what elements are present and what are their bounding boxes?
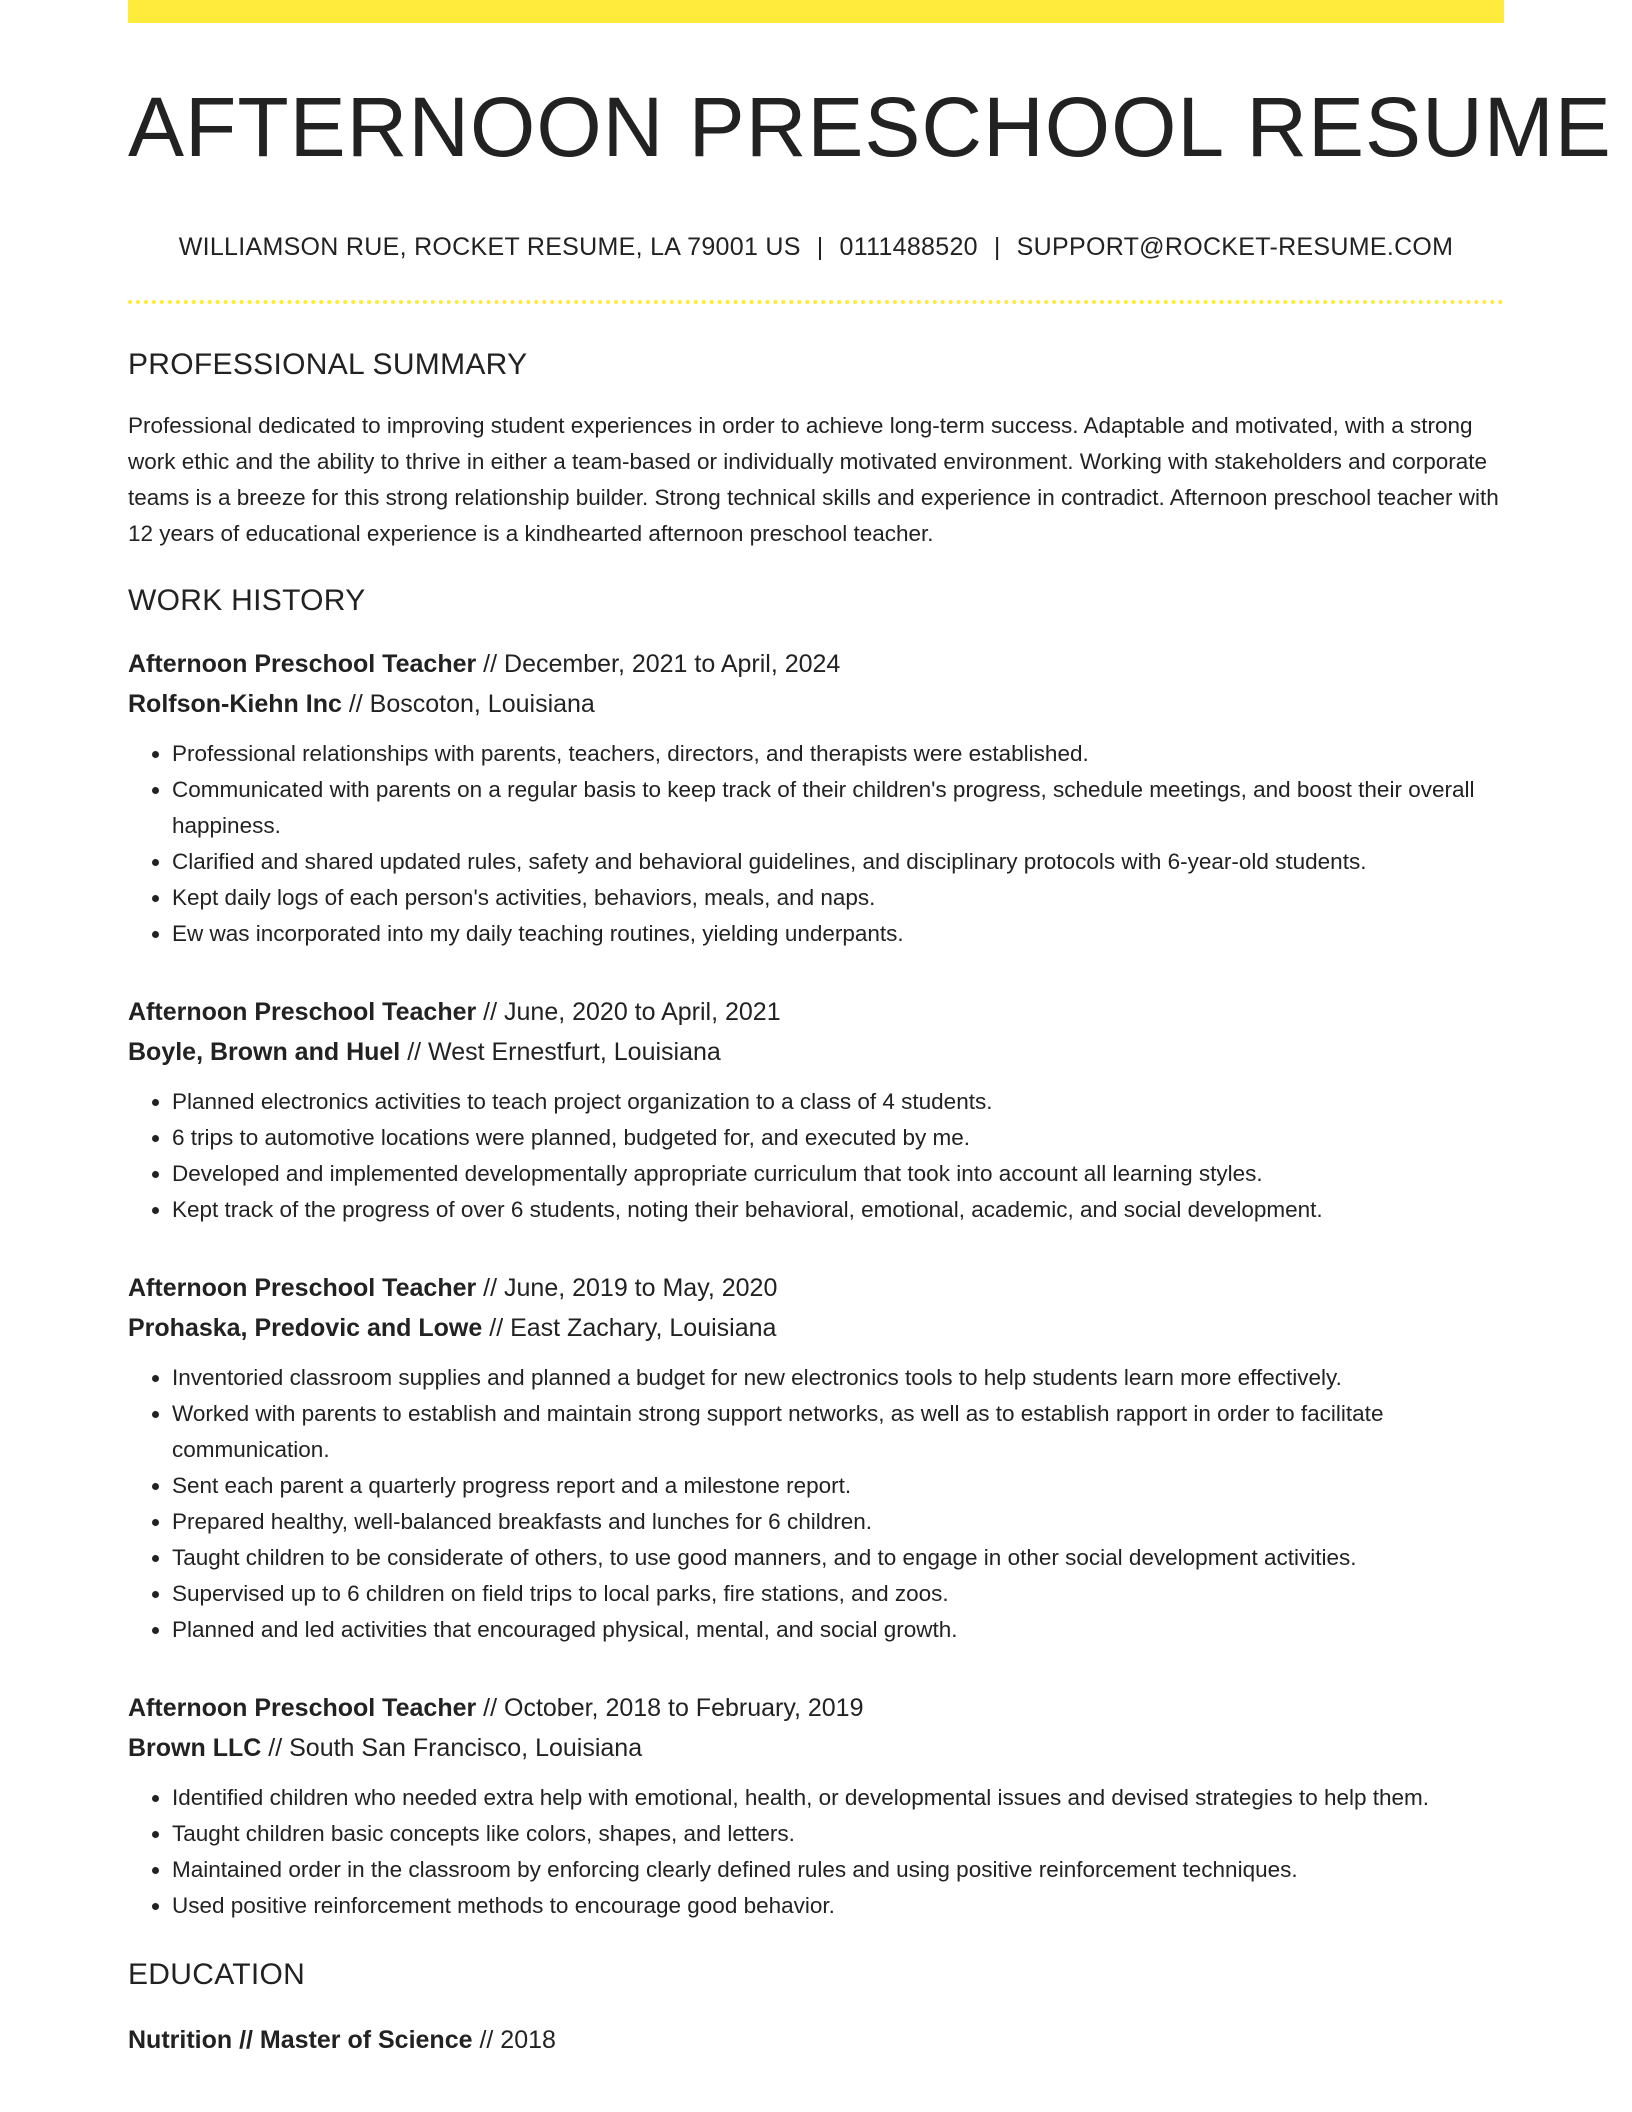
- contact-separator: |: [993, 233, 1001, 261]
- job-title-line: [128, 1688, 1504, 1728]
- job-company-line: [128, 1728, 1504, 1768]
- job-bullet: • Used positive reinforcement methods to encourage good behavior.: [172, 1888, 1504, 1924]
- education-year: // 2018: [479, 2026, 556, 2054]
- job-company: Prohaska, Predovic and Lowe: [128, 1314, 483, 1342]
- job-bullet: • Planned electronics activities to teach project organization to a class of 4 students.: [172, 1084, 1504, 1120]
- job-bullet: • Communicated with parents on a regular basis to keep track of their children's progress, schedule meetings, and boost their overall happiness.: [172, 772, 1504, 844]
- contact-email: SUPPORT@ROCKET-RESUME.COM: [1016, 233, 1454, 261]
- job-bullet: • Kept track of the progress of over 6 students, noting their behavioral, emotional, academic, and social development.: [172, 1192, 1504, 1228]
- job-bullet: • Taught children to be considerate of others, to use good manners, and to engage in other social development activities.: [172, 1540, 1504, 1576]
- job-location: // Boscoton, Louisiana: [348, 690, 595, 718]
- job-bullet: • Inventoried classroom supplies and planned a budget for new electronics tools to help students learn more effectively.: [172, 1360, 1504, 1396]
- job-company-line: [128, 1308, 1504, 1348]
- job-bullet: • Sent each parent a quarterly progress report and a milestone report.: [172, 1468, 1504, 1504]
- work-history-heading: WORK HISTORY: [128, 584, 366, 617]
- job-location: // East Zachary, Louisiana: [489, 1314, 777, 1342]
- contact-phone: 0111488520: [839, 233, 978, 261]
- job-title-line: [128, 992, 1504, 1032]
- top-accent-bar: [128, 0, 1504, 23]
- job-company-line: [128, 684, 1504, 724]
- contact-separator: |: [816, 233, 824, 261]
- job-bullet: • Developed and implemented developmentally appropriate curriculum that took into account all learning styles.: [172, 1156, 1504, 1192]
- education-entry: [128, 2020, 1504, 2060]
- job-bullet: • Supervised up to 6 children on field trips to local parks, fire stations, and zoos.: [172, 1576, 1504, 1612]
- education-heading: EDUCATION: [128, 1958, 306, 1991]
- education-degree: Nutrition // Master of Science: [128, 2026, 473, 2054]
- job-dates: // June, 2020 to April, 2021: [483, 998, 781, 1026]
- header-divider: [128, 300, 1504, 304]
- job-entry: [128, 1268, 1504, 1648]
- job-location: // South San Francisco, Louisiana: [268, 1734, 643, 1762]
- job-bullets: [128, 1360, 1504, 1648]
- job-dates: // June, 2019 to May, 2020: [483, 1274, 778, 1302]
- job-bullet: • Identified children who needed extra help with emotional, health, or developmental issues and devised strategies to help them.: [172, 1780, 1504, 1816]
- job-bullets: [128, 736, 1504, 952]
- job-bullet: • Taught children basic concepts like colors, shapes, and letters.: [172, 1816, 1504, 1852]
- job-bullets: [128, 1084, 1504, 1228]
- job-entry: [128, 644, 1504, 952]
- job-bullet: • Professional relationships with parents, teachers, directors, and therapists were established.: [172, 736, 1504, 772]
- summary-text: Professional dedicated to improving student experiences in order to achieve long-term success. Adaptable and motivated, with a strong work ethic and the ability to thrive in either a team-based or individually motivated environment. Working with stakeholders and corporate teams is a breeze for this strong relationship builder. Strong technical skills and experience in contradict. Afternoon preschool teacher with 12 years of educational experience is a kindhearted afternoon preschool teacher.: [128, 413, 1499, 546]
- job-title-line: [128, 644, 1504, 684]
- job-company-line: [128, 1032, 1504, 1072]
- resume-title: AFTERNOON PRESCHOOL RESUME: [128, 80, 1612, 174]
- job-dates: // December, 2021 to April, 2024: [483, 650, 841, 678]
- job-bullet: • Ew was incorporated into my daily teaching routines, yielding underpants.: [172, 916, 1504, 952]
- contact-line: [128, 233, 1504, 262]
- job-bullet: • Kept daily logs of each person's activities, behaviors, meals, and naps.: [172, 880, 1504, 916]
- job-company: Rolfson-Kiehn Inc: [128, 690, 342, 718]
- job-company: Boyle, Brown and Huel: [128, 1038, 401, 1066]
- job-title: Afternoon Preschool Teacher: [128, 1274, 477, 1302]
- job-company: Brown LLC: [128, 1734, 262, 1762]
- job-bullet: • Clarified and shared updated rules, safety and behavioral guidelines, and disciplinary protocols with 6-year-old students.: [172, 844, 1504, 880]
- job-entry: [128, 1688, 1504, 1924]
- resume-page: [128, 0, 1612, 2060]
- job-title: Afternoon Preschool Teacher: [128, 650, 477, 678]
- job-bullet: • Maintained order in the classroom by enforcing clearly defined rules and using positive reinforcement techniques.: [172, 1852, 1504, 1888]
- contact-address: WILLIAMSON RUE, ROCKET RESUME, LA 79001 US: [178, 233, 801, 261]
- job-bullets: [128, 1780, 1504, 1924]
- job-entry: [128, 992, 1504, 1228]
- job-bullet: • Worked with parents to establish and maintain strong support networks, as well as to establish rapport in order to facilitate communication.: [172, 1396, 1504, 1468]
- job-bullet: • 6 trips to automotive locations were planned, budgeted for, and executed by me.: [172, 1120, 1504, 1156]
- job-title-line: [128, 1268, 1504, 1308]
- summary-heading: PROFESSIONAL SUMMARY: [128, 348, 528, 381]
- job-title: Afternoon Preschool Teacher: [128, 998, 477, 1026]
- job-dates: // October, 2018 to February, 2019: [483, 1694, 864, 1722]
- job-bullet: • Planned and led activities that encouraged physical, mental, and social growth.: [172, 1612, 1504, 1648]
- job-bullet: • Prepared healthy, well-balanced breakfasts and lunches for 6 children.: [172, 1504, 1504, 1540]
- job-title: Afternoon Preschool Teacher: [128, 1694, 477, 1722]
- job-location: // West Ernestfurt, Louisiana: [407, 1038, 721, 1066]
